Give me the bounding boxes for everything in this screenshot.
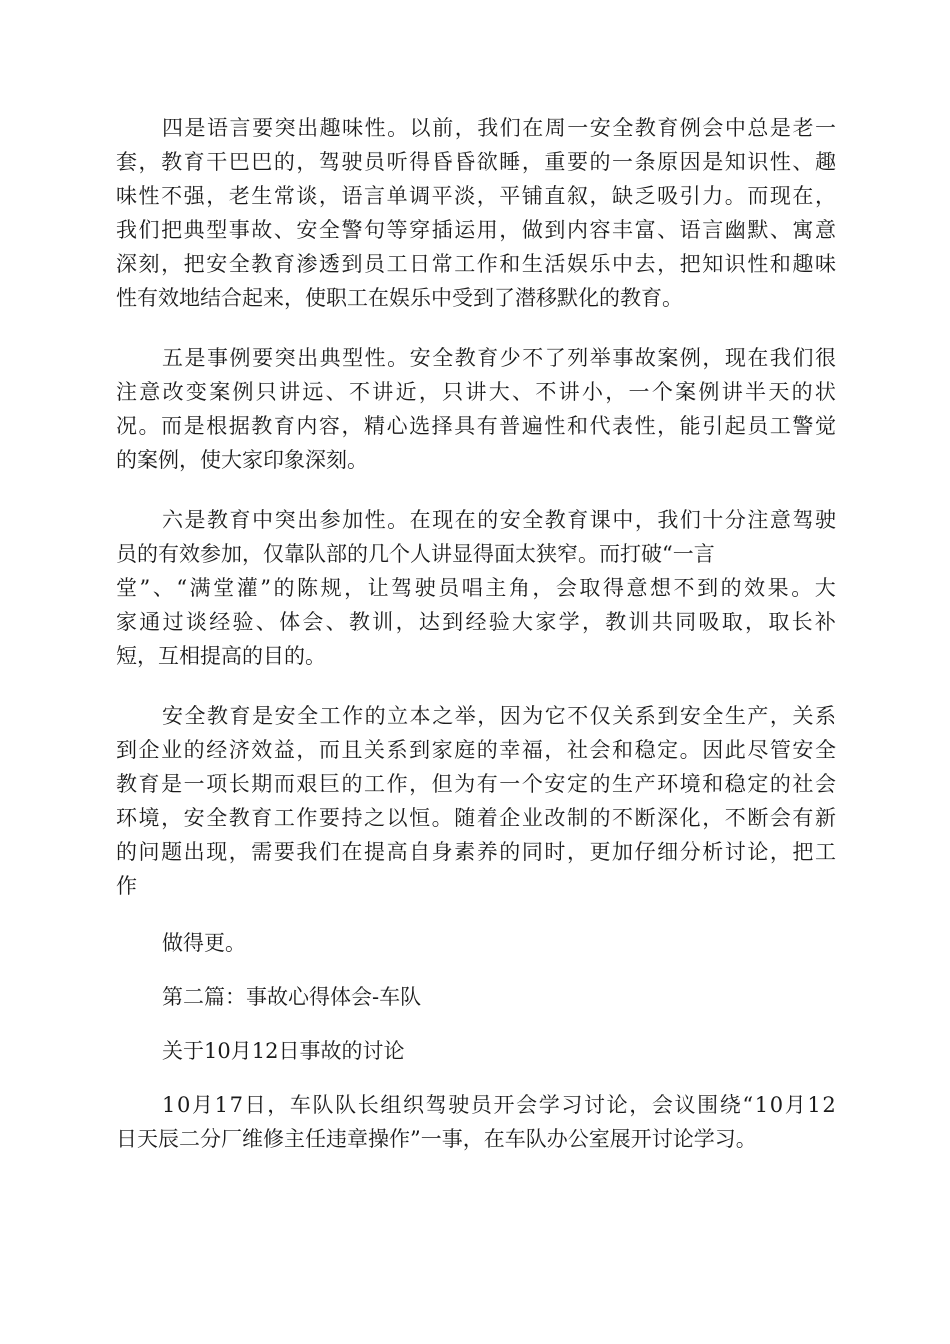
continuation-text: 做得更。 [162,931,246,955]
text-line: 我 们 把 典 型 事 故 、 安 全 警 句 等 穿 插 运 用 ， 做 到 内 容 丰 富 、 语 言 幽 默 、 寓 意 [116,218,836,242]
text-line: 六 是 教 育 中 突 出 参 加 性 。 在 现 在 的 安 全 教 育 课 中 ， 我 们 十 分 注 意 驾 驶 [162,508,836,532]
text-line: 到 企 业 的 经 济 效 益 ， 而 且 关 系 到 家 庭 的 幸 福 ， 社 会 和 稳 定 。 因 此 尽 管 安 全 [116,738,836,762]
text-line: 性有效地结合起来，使职工在娱乐中受到了潜移默化的教育。 [116,286,683,310]
text-line: 堂 ” 、 “ 满 堂 灌 ” 的 陈 规 ， 让 驾 驶 员 唱 主 角 ， 会 取 得 意 想 不 到 的 效 果 。 大 [116,576,836,600]
text-line: 四 是 语 言 要 突 出 趣 味 性 。 以 前 ， 我 们 在 周 一 安 全 教 育 例 会 中 总 是 老 一 [162,116,836,140]
text-line: 日天辰二分厂维修主任违章操作”一事，在车队办公室展开讨论学习。 [116,1127,757,1151]
paragraph-1 [116,111,836,315]
text-line: 味 性 不 强 ， 老 生 常 谈 ， 语 言 单 调 平 淡 ， 平 铺 直 叙 ， 缺 乏 吸 引 力 。 而 现 在 ， [116,184,836,208]
paragraph-5 [116,1088,836,1156]
text-line: 五 是 事 例 要 突 出 典 型 性 。 安 全 教 育 少 不 了 列 举 事 故 案 例 ， 现 在 我 们 很 [162,346,836,370]
text-line: 1 0 月 1 7 日 ， 车 队 队 长 组 织 驾 驶 员 开 会 学 习 讨 论 ， 会 议 围 绕 “ 1 0 月 1 2 [162,1093,836,1117]
text-line: 安 全 教 育 是 安 全 工 作 的 立 本 之 举 ， 因 为 它 不 仅 关 系 到 安 全 生 产 ， 关 系 [162,704,836,728]
text-line: 注 意 改 变 案 例 只 讲 远 、 不 讲 近 ， 只 讲 大 、 不 讲 小 ， 一 个 案 例 讲 半 天 的 状 [116,380,836,404]
paragraph-3 [116,503,836,673]
text-line: 的案例，使大家印象深刻。 [116,448,368,472]
text-line: 深 刻 ， 把 安 全 教 育 渗 透 到 员 工 日 常 工 作 和 生 活 娱 乐 中 去 ， 把 知 识 性 和 趣 味 [116,252,836,276]
paragraph-4 [116,699,836,903]
section-title: 第二篇：事故心得体会-车队 [162,985,422,1009]
text-line: 环 境 ， 安 全 教 育 工 作 要 持 之 以 恒 。 随 着 企 业 改 制 的 不 断 深 化 ， 不 断 会 有 新 [116,806,836,830]
text-line: 家 通 过 谈 经 验 、 体 会 、 教 训 ， 达 到 经 验 大 家 学 ， 教 训 共 同 吸 取 ， 取 长 补 [116,610,836,634]
text-line: 套 ， 教 育 干 巴 巴 的 ， 驾 驶 员 听 得 昏 昏 欲 睡 ， 重 要 的 一 条 原 因 是 知 识 性 、 趣 [116,150,836,174]
text-line: 作 [116,874,137,898]
text-line: 教 育 是 一 项 长 期 而 艰 巨 的 工 作 ， 但 为 有 一 个 安 定 的 生 产 环 境 和 稳 定 的 社 会 [116,772,836,796]
text-line: 短，互相提高的目的。 [116,644,326,668]
text-line: 况 。 而 是 根 据 教 育 内 容 ， 精 心 选 择 具 有 普 遍 性 和 代 表 性 ， 能 引 起 员 工 警 觉 [116,414,836,438]
text-line: 的 问 题 出 现 ， 需 要 我 们 在 提 高 自 身 素 养 的 同 时 ， 更 加 仔 细 分 析 讨 论 ， 把 工 [116,840,836,864]
paragraph-2 [116,341,836,477]
document-page [116,111,836,1156]
text-line: 员的有效参加，仅靠队部的几个人讲显得面太狭窄。而打破“一言 [116,542,715,566]
subtitle: 关于10月12日事故的讨论 [162,1039,405,1063]
